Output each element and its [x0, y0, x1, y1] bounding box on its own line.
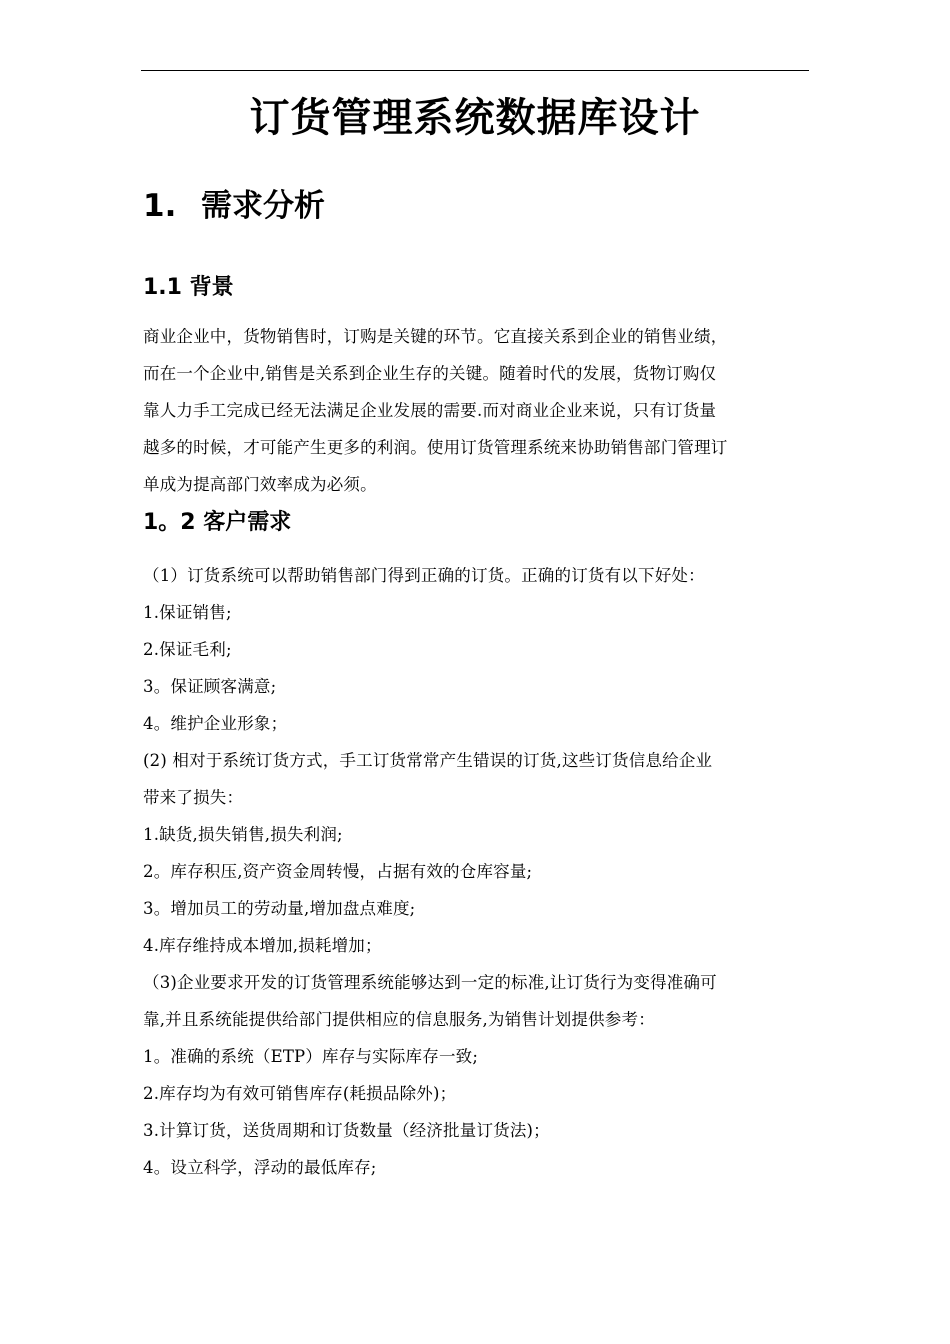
- text-line: 单成为提高部门效率成为必须。: [143, 475, 377, 494]
- list-item: 2.库存均为有效可销售库存(耗损品除外)；: [143, 1084, 457, 1103]
- requirements-list: [143, 557, 811, 1186]
- list-item: 3。保证顾客满意;: [143, 677, 277, 696]
- text-line: （3)企业要求开发的订货管理系统能够达到一定的标准,让订货行为变得准确可: [143, 973, 717, 992]
- list-item: 2.保证毛利;: [143, 640, 232, 659]
- text-line: 而在一个企业中,销售是关系到企业生存的关键。随着时代的发展，货物订购仅: [143, 364, 717, 383]
- list-item: 1。准确的系统（ETP）库存与实际库存一致;: [143, 1047, 479, 1066]
- list-item: 1.缺货,损失销售,损失利润;: [143, 825, 343, 844]
- list-item: 1.保证销售;: [143, 603, 232, 622]
- text-line: (2) 相对于系统订货方式，手工订货常常产生错误的订货,这些订货信息给企业: [143, 751, 713, 770]
- text-line: 商业企业中，货物销售时，订购是关键的环节。它直接关系到企业的销售业绩，: [143, 327, 728, 346]
- text-line: 靠,并且系统能提供给部门提供相应的信息服务,为销售计划提供参考：: [143, 1010, 655, 1029]
- subsection-heading-background: 1.1 背景: [143, 275, 234, 300]
- list-item: 4.库存维持成本增加,损耗增加；: [143, 936, 382, 955]
- document-title: 订货管理系统数据库设计: [249, 95, 701, 141]
- text-line: 越多的时候，才可能产生更多的利润。使用订货管理系统来协助销售部门管理订: [143, 438, 728, 457]
- text-line: 靠人力手工完成已经无法满足企业发展的需要.而对商业企业来说，只有订货量: [143, 401, 717, 420]
- background-paragraph: [143, 318, 811, 503]
- list-item: 2。库存积压,资产资金周转慢，占据有效的仓库容量;: [143, 862, 533, 881]
- text-line: 带来了损失：: [143, 788, 244, 807]
- list-item: 3。增加员工的劳动量,增加盘点难度;: [143, 899, 416, 918]
- header-rule: [141, 70, 809, 71]
- subsection-heading-customer-requirements: 1。2 客户需求: [143, 510, 292, 535]
- list-item: 4。维护企业形象；: [143, 714, 288, 733]
- section-number: 1.: [143, 188, 177, 224]
- section-title: 需求分析: [201, 188, 325, 224]
- list-item: 4。设立科学，浮动的最低库存;: [143, 1158, 377, 1177]
- text-line: （1）订货系统可以帮助销售部门得到正确的订货。正确的订货有以下好处：: [143, 566, 705, 585]
- section-heading-requirements-analysis: [143, 184, 325, 228]
- list-item: 3.计算订货，送货周期和订货数量（经济批量订货法)；: [143, 1121, 550, 1140]
